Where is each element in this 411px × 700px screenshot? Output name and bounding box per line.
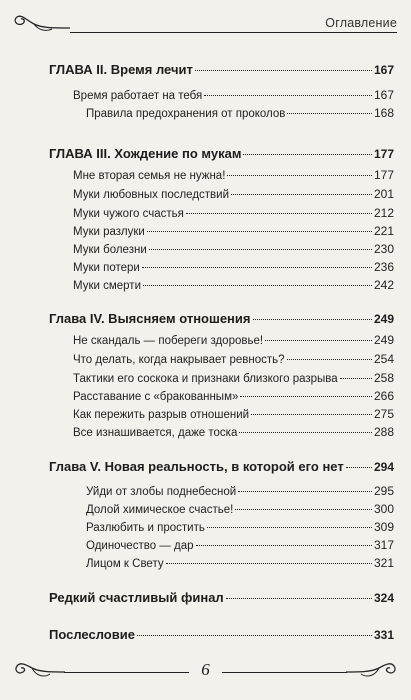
toc-section-entry <box>73 88 394 104</box>
dot-leader <box>147 231 372 232</box>
toc-entry-page: 321 <box>373 556 394 570</box>
toc-section-entry <box>73 352 394 368</box>
toc-entry-title: Редкий счастливый финал <box>49 590 224 605</box>
toc-entry-page: 294 <box>373 460 394 474</box>
toc-entry-page: 221 <box>373 224 394 238</box>
page-footer <box>0 660 411 690</box>
toc-entry-title: Что делать, когда накрывает ревность? <box>73 354 285 366</box>
toc-entry-page: 177 <box>373 168 394 182</box>
toc-section-entry <box>86 484 394 500</box>
toc-section-entry <box>73 187 394 203</box>
toc-entry-title: Разлюбить и простить <box>86 522 205 534</box>
dot-leader <box>149 249 372 250</box>
toc-section-entry <box>73 407 394 423</box>
toc-section-entry <box>73 389 394 405</box>
toc-section-entry <box>73 371 394 387</box>
toc-entry-page: 201 <box>373 187 394 201</box>
toc-entry-page: 295 <box>373 484 394 498</box>
dot-leader <box>196 545 372 546</box>
toc-entry-page: 167 <box>373 63 394 77</box>
dot-leader <box>226 598 372 599</box>
dot-leader <box>227 175 372 176</box>
dot-leader <box>166 563 372 564</box>
dot-leader <box>239 432 372 433</box>
toc-entry-title: Муки разлуки <box>73 226 145 238</box>
dot-leader <box>287 359 372 360</box>
toc-entry-title: Муки любовных последствий <box>73 189 230 201</box>
toc-entry-page: 258 <box>373 371 394 385</box>
toc-entry-title: Муки смерти <box>73 280 141 292</box>
toc-section-entry <box>86 556 394 572</box>
dot-leader <box>240 396 372 397</box>
page-header <box>0 8 411 38</box>
dot-leader <box>251 414 372 415</box>
toc-chapter-entry <box>49 590 394 606</box>
toc-entry-page: 300 <box>373 502 394 516</box>
toc-entry-title: Муки чужого счастья <box>73 208 184 220</box>
toc-chapter-entry <box>49 627 394 643</box>
page-number: 6 <box>201 660 210 679</box>
dot-leader <box>137 635 372 636</box>
toc-entry-page: 331 <box>373 628 394 642</box>
toc-chapter-entry <box>49 146 394 162</box>
toc-entry-title: Одиночество — дар <box>86 540 194 552</box>
toc-entry-page: 317 <box>373 538 394 552</box>
toc-section-entry <box>73 278 394 294</box>
toc-entry-title: Послесловие <box>49 627 135 642</box>
toc-entry-title: Глава IV. Выясняем отношения <box>49 311 251 326</box>
toc-entry-title: Все изнашивается, даже тоска <box>73 427 238 439</box>
toc-section-entry <box>73 425 394 441</box>
dot-leader <box>238 491 372 492</box>
dot-leader <box>265 340 372 341</box>
header-title: Оглавление <box>321 16 397 30</box>
toc-section-entry <box>86 502 394 518</box>
toc-section-entry <box>73 206 394 222</box>
dot-leader <box>253 319 372 320</box>
toc-entry-title: Муки болезни <box>73 244 147 256</box>
dot-leader <box>204 95 372 96</box>
dot-leader <box>346 467 372 468</box>
toc-entry-page: 288 <box>373 425 394 439</box>
header-rule <box>70 32 397 33</box>
dot-leader <box>243 154 372 155</box>
toc-section-entry <box>86 538 394 554</box>
toc-section-entry <box>73 224 394 240</box>
dot-leader <box>287 113 372 114</box>
toc-entry-title: Уйди от злобы поднебесной <box>86 486 237 498</box>
dot-leader <box>195 70 372 71</box>
toc-section-entry <box>73 260 394 276</box>
toc-entry-title: Расставание с «бракованным» <box>73 391 239 403</box>
toc-entry-title: ГЛАВА III. Хождение по мукам <box>49 146 242 161</box>
toc-entry-page: 236 <box>373 260 394 274</box>
toc-entry-title: Правила предохранения от проколов <box>86 108 286 120</box>
toc-entry-page: 275 <box>373 407 394 421</box>
toc-section-entry <box>73 168 394 184</box>
toc-chapter-entry <box>49 459 394 475</box>
toc-entry-page: 168 <box>373 106 394 120</box>
toc-chapter-entry <box>49 311 394 327</box>
toc-entry-title: Время работает на тебя <box>73 90 203 102</box>
dot-leader <box>340 378 372 379</box>
dot-leader <box>143 285 372 286</box>
toc-section-entry <box>86 106 394 122</box>
toc-entry-title: ГЛАВА II. Время лечит <box>49 62 193 77</box>
toc-entry-page: 212 <box>373 206 394 220</box>
dot-leader <box>235 509 372 510</box>
toc-section-entry <box>73 333 394 349</box>
toc-entry-page: 167 <box>373 88 394 102</box>
toc-chapter-entry <box>49 62 394 78</box>
toc-section-entry <box>86 520 394 536</box>
toc-entry-title: Мне вторая семья не нужна! <box>73 170 226 182</box>
ornament-right-icon <box>344 660 399 684</box>
toc-entry-page: 249 <box>373 333 394 347</box>
dot-leader <box>142 267 372 268</box>
toc-entry-title: Как пережить разрыв отношений <box>73 409 250 421</box>
footer-rule-right <box>222 672 347 673</box>
toc-section-entry <box>73 242 394 258</box>
toc-entry-title: Долой химическое счастье! <box>86 504 234 516</box>
dot-leader <box>231 194 372 195</box>
toc-entry-title: Лицом к Свету <box>86 558 164 570</box>
toc-entry-page: 177 <box>373 147 394 161</box>
toc-entry-page: 309 <box>373 520 394 534</box>
dot-leader <box>207 527 372 528</box>
toc-entry-page: 266 <box>373 389 394 403</box>
dot-leader <box>186 213 372 214</box>
toc-entry-page: 242 <box>373 278 394 292</box>
toc-entry-title: Тактики его соскока и признаки близкого разрыва <box>73 373 338 385</box>
toc-entry-page: 249 <box>373 312 394 326</box>
toc-entry-title: Глава V. Новая реальность, в которой его нет <box>49 459 344 474</box>
ornament-flourish-icon <box>12 12 72 36</box>
toc-entry-page: 230 <box>373 242 394 256</box>
toc-entry-title: Муки потери <box>73 262 140 274</box>
toc-entry-page: 324 <box>373 591 394 605</box>
toc-entry-title: Не скандаль — побереги здоровье! <box>73 335 264 347</box>
toc-entry-page: 254 <box>373 352 394 366</box>
